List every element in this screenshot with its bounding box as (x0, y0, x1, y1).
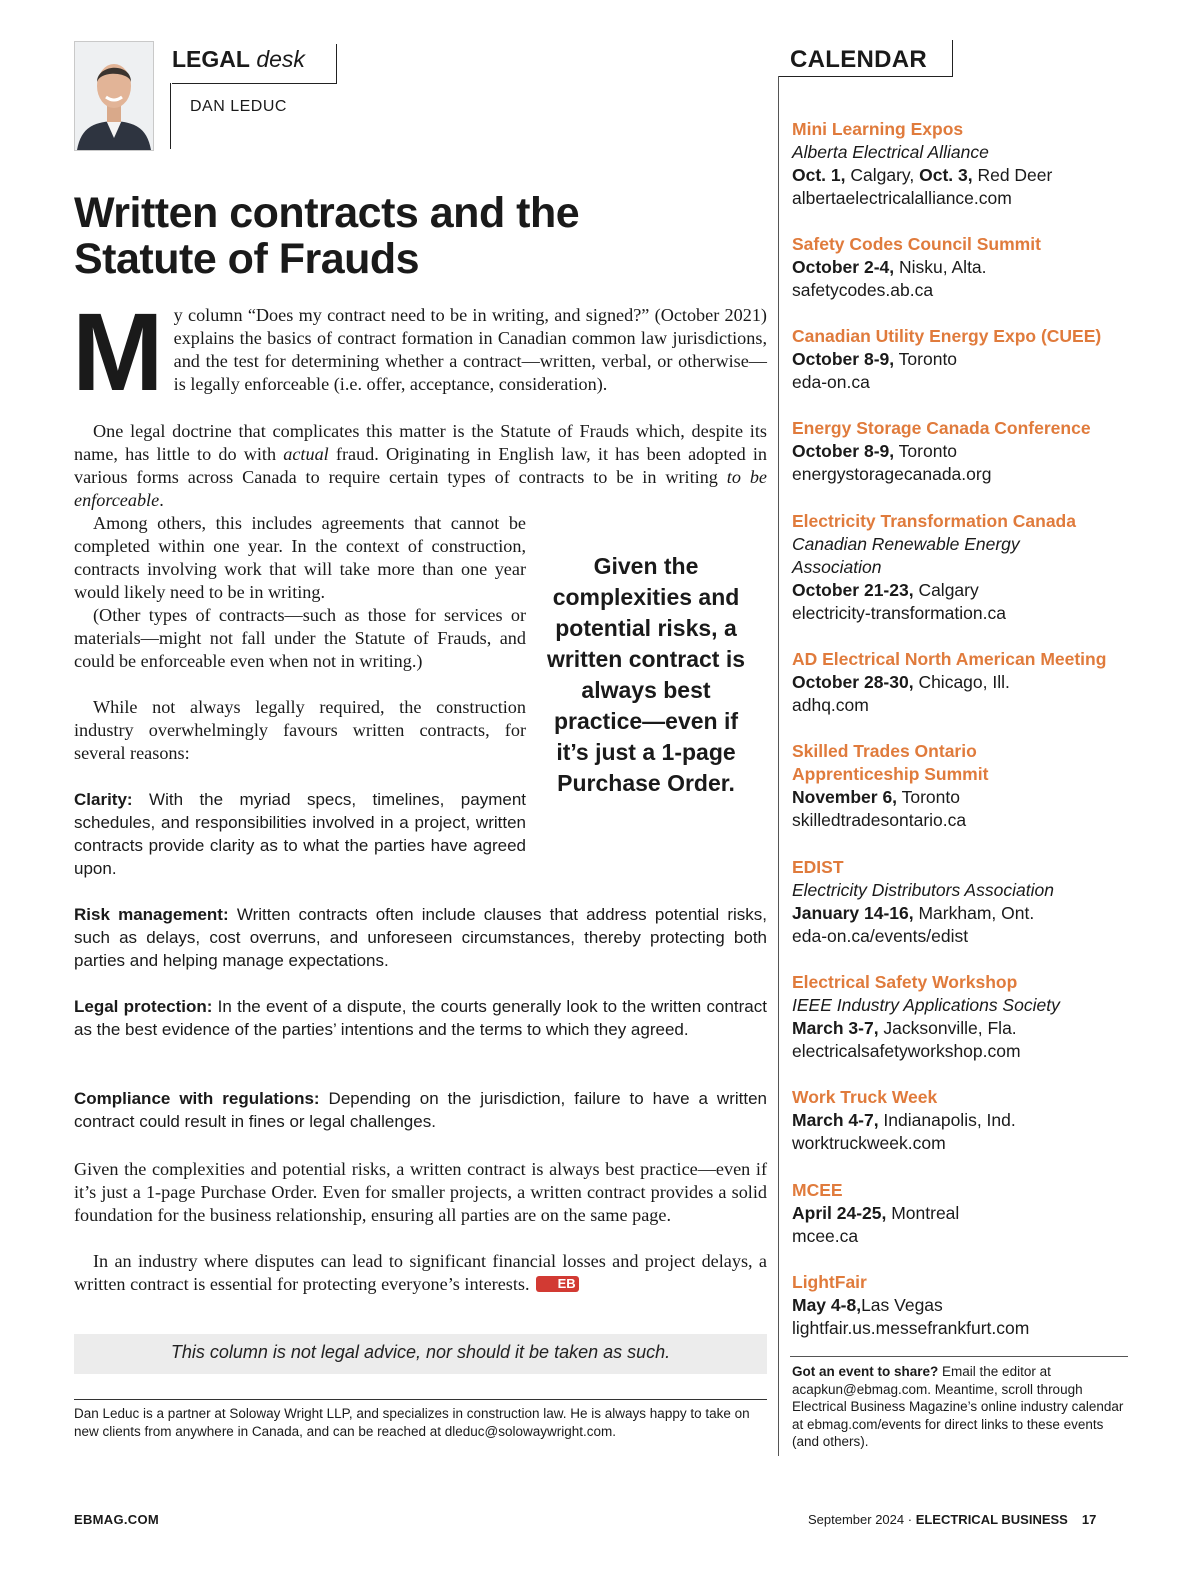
event-when-where (792, 579, 1132, 602)
author-rule (170, 83, 171, 149)
event-when-where (792, 1294, 1132, 1317)
calendar-footer-lead: Got an event to share? (792, 1364, 939, 1379)
calendar-rule (778, 76, 952, 77)
event-url[interactable]: worktruckweek.com (792, 1133, 946, 1153)
calendar-footer-note (792, 1363, 1128, 1451)
event-date: March 4-7, (792, 1110, 879, 1130)
event-date: January 14-16, (792, 903, 914, 923)
calendar-event (792, 1086, 1132, 1155)
event-date: October 28-30, (792, 672, 914, 692)
event-url[interactable]: adhq.com (792, 695, 869, 715)
footer-issue-date: September 2024 · (808, 1512, 916, 1527)
event-name: EDIST (792, 857, 844, 877)
calendar-column-rule (778, 76, 779, 1456)
event-organizer: Electricity Distributors Association (792, 880, 1054, 900)
event-date: April 24-25, (792, 1203, 887, 1223)
event-when-where (792, 256, 1132, 279)
event-date: Oct. 3, (919, 165, 973, 185)
calendar-footer-text: Email the editor at acapkun@ebmag.com. Meantime, scroll through Electrical Business Magazine’s online industry calendar at ebmag.com/events for direct links to these events (and others). (792, 1364, 1124, 1449)
event-date: November 6, (792, 787, 898, 807)
event-date: May 4-8, (792, 1295, 862, 1315)
calendar-event (792, 1271, 1132, 1340)
emphasis-text: actual (283, 444, 329, 464)
event-name: Work Truck Week (792, 1087, 938, 1107)
reason-text: Written contracts often include clauses that address potential risks, such as delays, cost overruns, and unforeseen circumstances, thereby protecting both parties and helping manage expectations. (74, 905, 767, 970)
event-url[interactable]: eda-on.ca/events/edist (792, 926, 969, 946)
event-url[interactable]: mcee.ca (792, 1226, 859, 1246)
section-label-bold: LEGAL (172, 46, 250, 72)
event-url[interactable]: safetycodes.ab.ca (792, 280, 934, 300)
author-bio: Dan Leduc is a partner at Soloway Wright LLP, and specializes in construction law. He is always happy to take on new clients from anywhere in Canada, and can be reached at dleduc@solowaywright.com. (74, 1406, 750, 1439)
paragraph-text: In an industry where disputes can lead to significant financial losses and project delays, a written contract is essential for protecting everyone’s interests. (74, 1251, 767, 1294)
disclaimer-text: This column is not legal advice, nor should it be taken as such. (170, 1342, 671, 1362)
event-location: Nisku, Alta. (894, 257, 987, 277)
event-url[interactable]: electricity-transformation.ca (792, 603, 1006, 623)
calendar-event (792, 740, 1132, 832)
event-date: October 2-4, (792, 257, 895, 277)
event-url[interactable]: lightfair.us.messefrankfurt.com (792, 1318, 1030, 1338)
calendar-event (792, 648, 1132, 717)
reason-label: Legal protection: (74, 997, 213, 1016)
reason-text: Depending on the jurisdiction, failure to have a written contract could result in fines or legal challenges. (74, 1089, 767, 1131)
paragraph-statute (74, 420, 767, 512)
paragraph-text: fraud. Originating in English law, it has been adopted in various forms across Canada to require certain types of contracts to be in writing (74, 444, 767, 487)
reason-compliance (74, 1087, 767, 1133)
reason-legal-protection (74, 995, 767, 1041)
reason-text: With the myriad specs, timelines, payment schedules, and responsibilities involved in a project, written contracts provide clarity as to what the parties have agreed upon. (74, 790, 526, 878)
calendar-event (792, 417, 1132, 486)
paragraph-conclusion: Given the complexities and potential risks, a written contract is always best practice—even if it’s just a 1-page Purchase Order. Even for smaller projects, a written contract provides a solid foundation for the business relationship, ensuring all parties are on the same page. (74, 1159, 767, 1225)
emphasis-text: to be enforceable (74, 467, 767, 510)
event-when-where (792, 164, 1132, 187)
reason-risk-management (74, 903, 767, 972)
calendar-event (792, 510, 1132, 625)
page-number: 17 (1081, 1512, 1097, 1527)
disclaimer-box (74, 1334, 767, 1374)
event-name: Safety Codes Council Summit (792, 234, 1041, 254)
event-name: Energy Storage Canada Conference (792, 418, 1091, 438)
calendar-event (792, 118, 1132, 210)
calendar-event (792, 971, 1132, 1063)
calendar-event (792, 856, 1132, 948)
event-date: October 21-23, (792, 580, 914, 600)
event-location: Toronto (894, 349, 958, 369)
event-name: AD Electrical North American Meeting (792, 649, 1107, 669)
event-organizer: Alberta Electrical Alliance (792, 142, 989, 162)
event-location: Indianapolis, Ind. (878, 1110, 1016, 1130)
event-organizer: IEEE Industry Applications Society (792, 995, 1060, 1015)
section-label-italic: desk (256, 46, 305, 72)
footer-magazine-name: ELECTRICAL BUSINESS (915, 1512, 1068, 1527)
calendar-event (792, 325, 1132, 394)
event-name: Mini Learning Expos (792, 119, 964, 139)
paragraph-intro-text: y column “Does my contract need to be in writing, and signed?” (October 2021) explains the basics of contract formation in Canadian common law jurisdictions, and the test for determining whether a contract—written, verbal, or otherwise—is legally enforceable (i.e. offer, acceptance, consideration). (173, 305, 767, 394)
event-location: Toronto (897, 787, 960, 807)
footer-issue-info (808, 1512, 1126, 1527)
event-date: October 8-9, (792, 441, 895, 461)
event-location: Toronto (894, 441, 958, 461)
event-location: Red Deer (972, 165, 1053, 185)
section-rule-vertical (336, 44, 337, 84)
event-location: Chicago, Ill. (913, 672, 1010, 692)
event-when-where (792, 671, 1132, 694)
event-location: Markham, Ont. (913, 903, 1035, 923)
event-date: October 8-9, (792, 349, 895, 369)
paragraph-text: . (159, 490, 164, 510)
calendar-title: CALENDAR (790, 46, 928, 73)
calendar-event (792, 233, 1132, 302)
event-name: Electricity Transformation Canada (792, 511, 1076, 531)
paragraph-other-types: (Other types of contracts—such as those for services or materials—might not fall under the Statute of Frauds, and could be enforceable even when not in writing.) (74, 605, 526, 671)
paragraph-text: One legal doctrine that complicates this matter is the Statute of Frauds which, despite its name, has little to do with (74, 421, 767, 464)
drop-cap: M (72, 291, 164, 414)
event-location: Calgary, (845, 165, 920, 185)
event-when-where (792, 1109, 1132, 1132)
footer-site[interactable]: EBMAG.COM (74, 1512, 160, 1527)
reason-label: Risk management: (74, 905, 229, 924)
article-title: Written contracts and the Statute of Frauds (74, 189, 580, 283)
event-date: March 3-7, (792, 1018, 879, 1038)
event-name: Electrical Safety Workshop (792, 972, 1018, 992)
event-url[interactable]: albertaelectricalalliance.com (792, 188, 1012, 208)
event-location: Montreal (886, 1203, 960, 1223)
event-when-where (792, 348, 1132, 371)
event-location: Jacksonville, Fla. (878, 1018, 1017, 1038)
section-rule (172, 83, 336, 84)
pull-quote: Given the complexities and potential risks, a written contract is always best practice—even if it’s just a 1-page Purchase Order. (546, 553, 746, 796)
bio-rule (74, 1399, 767, 1400)
event-name: MCEE (792, 1180, 843, 1200)
end-logo-icon: EB (536, 1276, 579, 1292)
calendar-event (792, 1179, 1132, 1248)
event-url[interactable]: skilledtradesontario.ca (792, 810, 967, 830)
paragraph-closing (74, 1250, 767, 1296)
event-when-where (792, 1017, 1132, 1040)
event-when-where (792, 1202, 1132, 1225)
author-photo (74, 41, 154, 151)
event-date: Oct. 1, (792, 165, 846, 185)
event-when-where (792, 440, 1132, 463)
event-name: Skilled Trades Ontario Apprenticeship Summit (792, 741, 989, 784)
event-url[interactable]: electricalsafetyworkshop.com (792, 1041, 1021, 1061)
paragraph-one-year: Among others, this includes agreements that cannot be completed within one year. In the context of construction, contracts involving work that will take more than one year would likely need to be in writing. (74, 513, 526, 602)
event-when-where (792, 902, 1132, 925)
section-label (172, 44, 305, 74)
event-url[interactable]: eda-on.ca (792, 372, 870, 392)
paragraph-intro (72, 291, 767, 414)
event-name: LightFair (792, 1272, 867, 1292)
author-name: DAN LEDUC (190, 98, 287, 115)
calendar-footer-rule (790, 1356, 1128, 1357)
reason-text: In the event of a dispute, the courts generally look to the written contract as the best evidence of the parties’ intentions and the terms to which they agreed. (74, 997, 767, 1039)
event-location: Calgary (913, 580, 979, 600)
paragraph-reasons: While not always legally required, the construction industry overwhelmingly favours written contracts, for several reasons: (74, 697, 526, 763)
event-url[interactable]: energystoragecanada.org (792, 464, 992, 484)
event-location: Las Vegas (861, 1295, 943, 1315)
reason-clarity (74, 788, 526, 880)
calendar-rule-vertical (952, 40, 953, 77)
reason-label: Compliance with regulations: (74, 1089, 320, 1108)
reason-label: Clarity: (74, 790, 133, 809)
event-organizer: Canadian Renewable Energy Association (792, 534, 1020, 577)
event-name: Canadian Utility Energy Expo (CUEE) (792, 326, 1102, 346)
event-when-where (792, 786, 1132, 809)
